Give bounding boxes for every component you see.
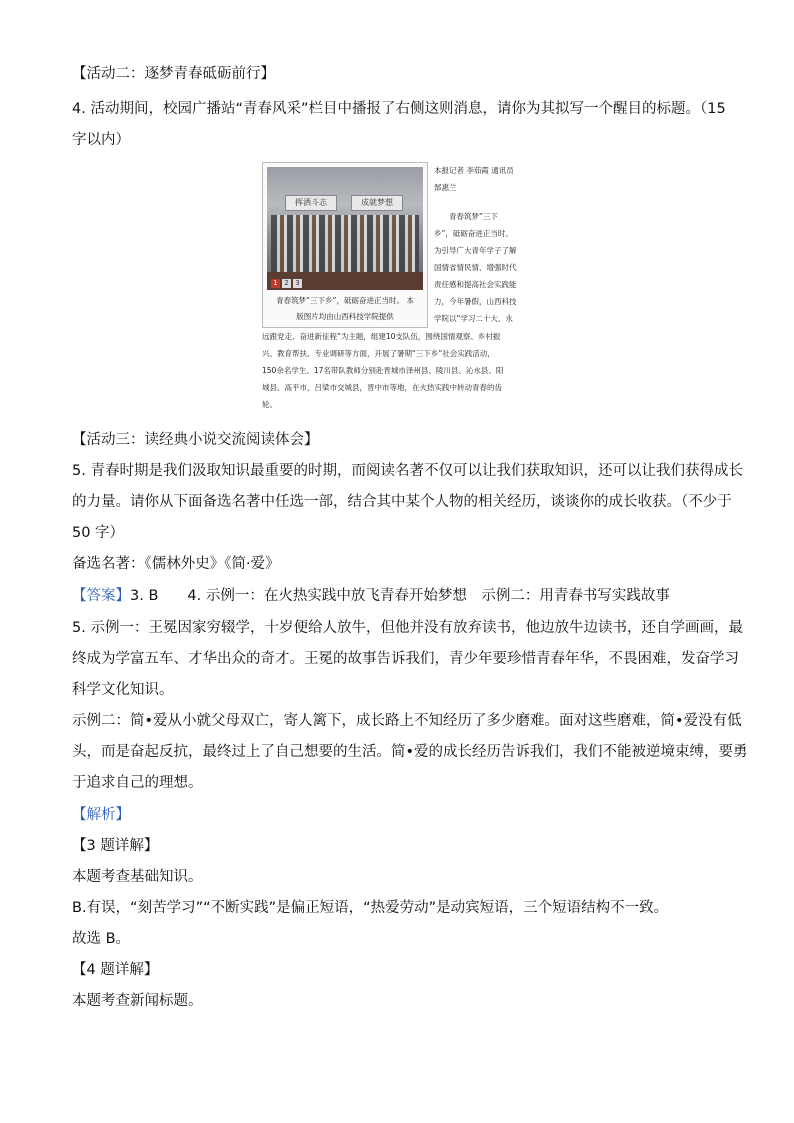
news-bottom-line: 轮。 [262, 400, 277, 409]
activity2-heading: 【活动二：逐梦青春砥砺前行】 [72, 66, 275, 82]
news-side-line [434, 196, 517, 208]
question-4-line2: 字以内） [72, 132, 130, 148]
news-photo-frame [262, 162, 428, 328]
answer-example2-line2: 头，而是奋起反抗，最终过上了自己想要的生活。简•爱的成长经历告诉我们，我们不能被逆境束缚，要勇 [72, 744, 748, 760]
photo-caption-line2: 版图片均由山西科技学院提供 [296, 312, 394, 321]
answer-example1-line2: 终成为学富五车、才华出众的奇才。王冕的故事告诉我们，青少年要珍惜青春年华，不畏困难，发奋学习 [72, 651, 739, 667]
news-side-line: 郜惠兰 [434, 183, 457, 192]
question-5-line2: 的力量。请你从下面备选名著中任选一部，结合其中某个人物的相关经历，谈谈你的成长收获。（不少于 [72, 494, 732, 510]
q3-detail-line1: 本题考查基础知识。 [72, 869, 203, 885]
news-side-line: 青春筑梦“三下 [434, 212, 498, 221]
answer-example1-line3: 科学文化知识。 [72, 682, 174, 698]
photo-dot-2: 2 [282, 279, 291, 288]
question-5-line1: 5. 青春时期是我们汲取知识最重要的时期，而阅读名著不仅可以让我们获取知识，还可以让我们获得成长 [72, 463, 743, 479]
photo-caption-line1: 青春筑梦“三下乡”，砥砺奋进正当时。 本 [276, 296, 414, 305]
news-bottom-line: 兴、教育帮扶、专业调研等方面，开展了暑期“三下乡”社会实践活动， [262, 349, 495, 358]
analysis-label: 【解析】 [72, 807, 130, 823]
news-side-line: 责任感和提高社会实践能 [434, 280, 517, 289]
news-side-line: 国情省情民情、增强时代 [434, 263, 517, 272]
news-bottom-line: 远跟党走、奋进新征程”为主题，组建10支队伍，围绕国情观察、乡村振 [262, 332, 501, 341]
answer-line [72, 586, 670, 606]
activity3-heading: 【活动三：读经典小说交流阅读体会】 [72, 432, 319, 448]
question-4-line1: 4. 活动期间，校园广播站“青春风采”栏目中播报了右侧这则消息，请你为其拟写一个醒目的标题。（15 [72, 101, 726, 117]
news-clipping [262, 160, 540, 418]
book-options: 备选名著：《儒林外史》《简·爱》 [72, 556, 280, 572]
news-side-line: 学院以“学习二十大、永 [434, 314, 513, 323]
photo-dot-3: 3 [293, 279, 302, 288]
news-bottom-line: 城县、高平市，吕梁市交城县，晋中市等地，在火热实践中转动青春的齿 [262, 383, 502, 392]
photo-caption [265, 293, 425, 325]
q4-detail-line1: 本题考查新闻标题。 [72, 993, 203, 1009]
news-side-line: 乡”，砥砺奋进正当时。 [434, 229, 513, 238]
photo-crowd [271, 215, 419, 273]
news-side-line: 本报记者 李茹霞 通讯员 [434, 166, 514, 175]
photo-banner-right: 成就梦想 [351, 195, 403, 211]
photo-dot-1: 1 [271, 279, 280, 288]
answer-example2-line1: 示例二：简•爱从小就父母双亡，寄人篱下，成长路上不知经历了多少磨难。面对这些磨难，简•爱没有低 [72, 713, 742, 729]
news-side-text [434, 162, 517, 327]
q3-detail-line2: B.有误，“刻苦学习”“不断实践”是偏正短语，“热爱劳动”是动宾短语，三个短语结构不一致。 [72, 900, 669, 916]
answer-example1-line1: 5. 示例一：王冕因家穷辍学，十岁便给人放牛，但他并没有放弃读书，他边放牛边读书，还自学画画，最 [72, 620, 743, 636]
answer-label: 【答案】 [72, 588, 130, 604]
photo-banner-left: 挥洒斗志 [285, 195, 337, 211]
answer-example2-line3: 于追求自己的理想。 [72, 775, 203, 791]
question-5-line3: 50 字） [72, 525, 125, 541]
news-side-line: 力，今年暑假，山西科技 [434, 297, 517, 306]
answer-text: 3. B 4. 示例一：在火热实践中放飞青春开始梦想 示例二：用青春书写实践故事 [130, 588, 670, 604]
q3-detail-heading: 【3 题详解】 [72, 838, 159, 854]
news-photo [267, 167, 423, 290]
photo-page-dots [271, 279, 302, 288]
news-bottom-text [262, 328, 503, 413]
q4-detail-heading: 【4 题详解】 [72, 962, 159, 978]
news-side-line: 为引导广大青年学子了解 [434, 246, 517, 255]
news-bottom-line: 150余名学生、17名带队教师分别赴晋城市泽州县、陵川县、沁水县、阳 [262, 366, 504, 375]
q3-detail-line3: 故选 B。 [72, 931, 131, 947]
